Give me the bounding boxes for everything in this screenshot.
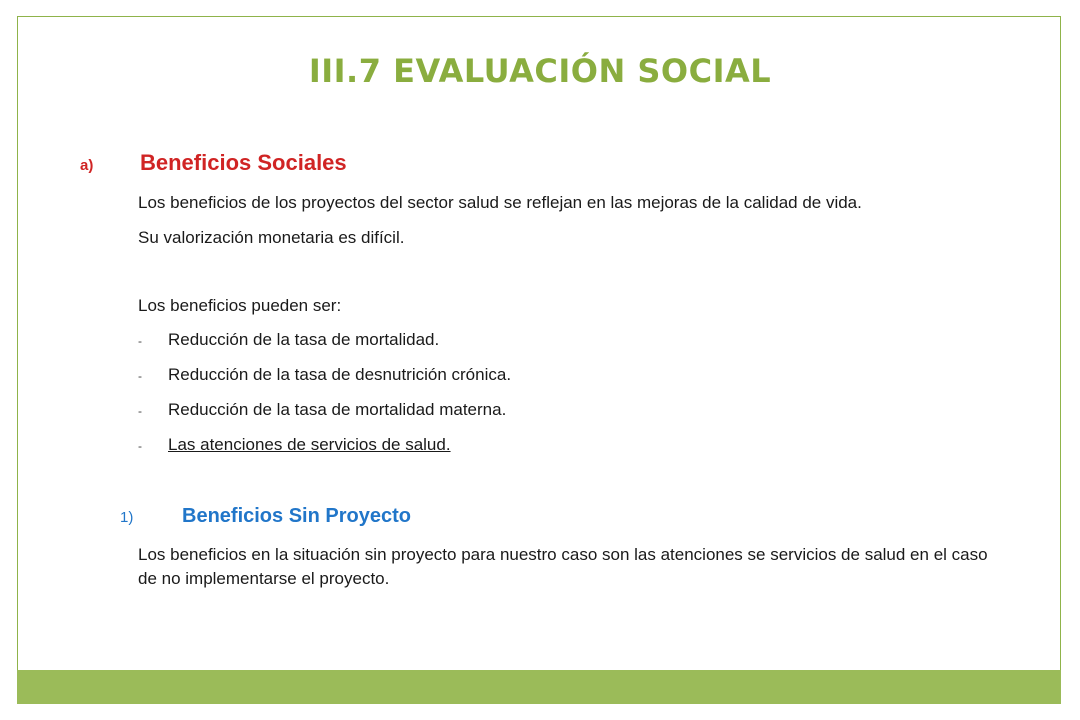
list-item xyxy=(138,365,511,400)
list-item xyxy=(138,435,511,470)
list-item xyxy=(138,400,511,435)
benefits-list xyxy=(138,330,511,470)
list-intro: Los beneficios pueden ser: xyxy=(138,296,342,315)
bullet-dash: - xyxy=(138,369,142,383)
paragraph-quality-of-life: Los beneficios de los proyectos del sector salud se reflejan en las mejoras de la calidad de vida. xyxy=(138,193,862,212)
slide-title: III.7 EVALUACIÓN SOCIAL xyxy=(308,52,772,90)
list-item-text: Las atenciones de servicios de salud. xyxy=(168,435,451,454)
paragraph-valuation: Su valorización monetaria es difícil. xyxy=(138,228,405,247)
bullet-dash: - xyxy=(138,439,142,453)
bullet-dash: - xyxy=(138,404,142,418)
list-item xyxy=(138,330,511,365)
section-1-header xyxy=(120,505,411,528)
bullet-dash: - xyxy=(138,334,142,348)
section-1-heading: Beneficios Sin Proyecto xyxy=(182,505,411,527)
section-1-marker: 1) xyxy=(120,509,134,526)
paragraph-without-project: Los beneficios en la situación sin proyecto para nuestro caso son las atenciones se servicios de salud en el caso de no implementarse el proyecto. xyxy=(138,545,988,588)
footer-bar xyxy=(17,670,1061,704)
section-a-heading: Beneficios Sociales xyxy=(140,150,347,175)
list-item-text: Reducción de la tasa de mortalidad materna. xyxy=(168,400,507,419)
list-item-text: Reducción de la tasa de desnutrición crónica. xyxy=(168,365,512,384)
section-a-header xyxy=(80,150,347,176)
section-a-marker: a) xyxy=(80,157,94,174)
list-item-text: Reducción de la tasa de mortalidad. xyxy=(168,330,440,349)
